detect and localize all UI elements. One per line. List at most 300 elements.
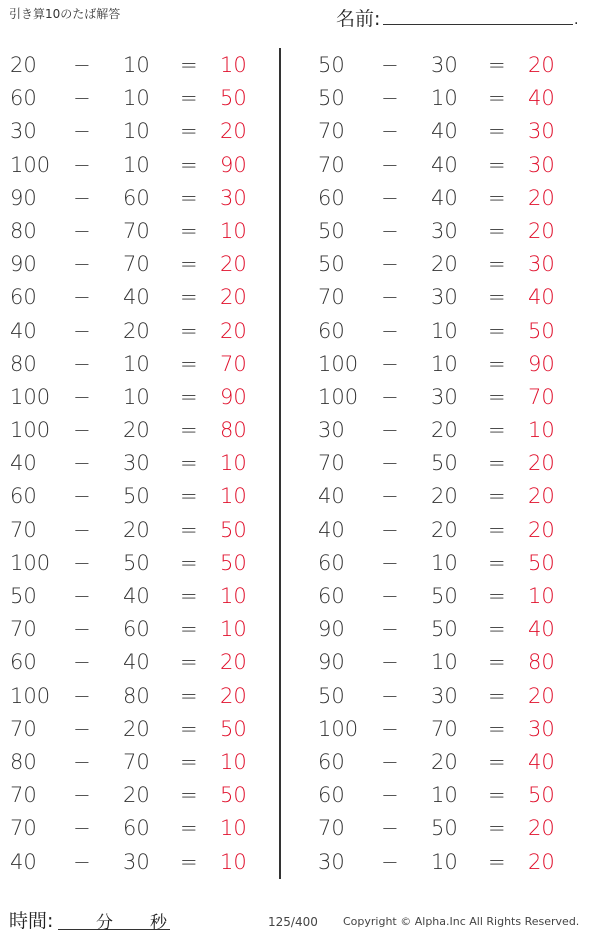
subtrahend: 40 bbox=[431, 185, 458, 210]
minuend: 50 bbox=[318, 683, 345, 708]
subtrahend: 10 bbox=[123, 86, 150, 111]
equals-sign: = bbox=[488, 418, 506, 443]
minuend: 100 bbox=[10, 418, 51, 443]
minus-sign: − bbox=[73, 119, 91, 144]
answer: 20 bbox=[220, 285, 247, 310]
problem-row bbox=[8, 447, 278, 480]
minuend: 50 bbox=[10, 584, 37, 608]
answer: 40 bbox=[528, 86, 555, 111]
left-problem-column bbox=[8, 49, 278, 879]
problem-row bbox=[316, 746, 586, 779]
minuend: 100 bbox=[10, 152, 51, 177]
equals-sign: = bbox=[180, 849, 198, 874]
minuend: 40 bbox=[318, 484, 345, 509]
minuend: 100 bbox=[10, 384, 51, 409]
subtrahend: 70 bbox=[431, 716, 458, 741]
problem-row bbox=[316, 248, 586, 281]
answer: 20 bbox=[220, 119, 247, 144]
problem-row bbox=[316, 281, 586, 314]
minuend: 60 bbox=[318, 185, 345, 210]
problem-row bbox=[316, 812, 586, 845]
equals-sign: = bbox=[488, 683, 506, 708]
answer: 20 bbox=[528, 53, 555, 77]
subtrahend: 30 bbox=[123, 849, 150, 874]
equals-sign: = bbox=[180, 749, 198, 774]
minus-sign: − bbox=[381, 517, 399, 542]
subtrahend: 10 bbox=[123, 53, 150, 77]
minus-sign: − bbox=[73, 218, 91, 243]
subtrahend: 20 bbox=[431, 418, 458, 443]
subtrahend: 20 bbox=[123, 783, 150, 808]
answer: 20 bbox=[528, 451, 555, 476]
minuend: 60 bbox=[318, 749, 345, 774]
subtrahend: 20 bbox=[431, 517, 458, 542]
minuend: 70 bbox=[318, 451, 345, 476]
equals-sign: = bbox=[488, 451, 506, 476]
equals-sign: = bbox=[488, 716, 506, 741]
minus-sign: − bbox=[73, 384, 91, 409]
problem-row bbox=[8, 613, 278, 646]
minus-sign: − bbox=[381, 318, 399, 343]
problem-row bbox=[8, 812, 278, 845]
subtrahend: 20 bbox=[123, 318, 150, 343]
subtrahend: 10 bbox=[123, 384, 150, 409]
minus-sign: − bbox=[381, 351, 399, 376]
equals-sign: = bbox=[488, 484, 506, 509]
minus-sign: − bbox=[73, 185, 91, 210]
minus-sign: − bbox=[381, 451, 399, 476]
equals-sign: = bbox=[488, 351, 506, 376]
right-problem-column bbox=[316, 49, 586, 879]
minus-sign: − bbox=[73, 617, 91, 642]
answer: 10 bbox=[220, 451, 247, 476]
minuend: 60 bbox=[10, 285, 37, 310]
problem-row bbox=[316, 414, 586, 447]
subtrahend: 20 bbox=[431, 484, 458, 509]
minus-sign: − bbox=[381, 152, 399, 177]
minuend: 30 bbox=[318, 418, 345, 443]
minuend: 40 bbox=[318, 517, 345, 542]
problem-row bbox=[8, 348, 278, 381]
subtrahend: 10 bbox=[431, 550, 458, 575]
answer: 30 bbox=[528, 716, 555, 741]
problem-row bbox=[8, 49, 278, 82]
minuend: 50 bbox=[318, 86, 345, 111]
answer: 70 bbox=[220, 351, 247, 376]
minuend: 70 bbox=[318, 152, 345, 177]
minus-sign: − bbox=[73, 683, 91, 708]
minuend: 40 bbox=[10, 849, 37, 874]
problem-row bbox=[8, 713, 278, 746]
minuend: 100 bbox=[318, 351, 359, 376]
problem-row bbox=[316, 580, 586, 613]
problem-row bbox=[8, 281, 278, 314]
answer: 50 bbox=[528, 318, 555, 343]
answer: 40 bbox=[528, 617, 555, 642]
answer: 50 bbox=[220, 783, 247, 808]
subtrahend: 60 bbox=[123, 617, 150, 642]
minuend: 40 bbox=[10, 318, 37, 343]
minuend: 100 bbox=[10, 683, 51, 708]
minuend: 30 bbox=[10, 119, 37, 144]
time-label: 時間: bbox=[9, 910, 54, 932]
answer: 10 bbox=[220, 584, 247, 608]
subtrahend: 10 bbox=[431, 86, 458, 111]
answer: 10 bbox=[220, 617, 247, 642]
minuend: 40 bbox=[10, 451, 37, 476]
subtrahend: 30 bbox=[431, 218, 458, 243]
subtrahend: 80 bbox=[123, 683, 150, 708]
problem-row bbox=[8, 115, 278, 148]
minuend: 60 bbox=[10, 86, 37, 111]
problem-row bbox=[8, 547, 278, 580]
minuend: 80 bbox=[10, 749, 37, 774]
minuend: 100 bbox=[10, 550, 51, 575]
problem-row bbox=[8, 846, 278, 879]
minus-sign: − bbox=[73, 584, 91, 608]
problem-row bbox=[316, 215, 586, 248]
subtrahend: 50 bbox=[431, 617, 458, 642]
minuend: 60 bbox=[10, 650, 37, 675]
problem-row bbox=[316, 514, 586, 547]
problem-row bbox=[316, 447, 586, 480]
minuend: 50 bbox=[318, 252, 345, 277]
problem-row bbox=[8, 248, 278, 281]
problem-row bbox=[8, 182, 278, 215]
subtrahend: 30 bbox=[123, 451, 150, 476]
minuend: 50 bbox=[318, 53, 345, 77]
answer: 20 bbox=[528, 185, 555, 210]
minus-sign: − bbox=[381, 550, 399, 575]
answer: 50 bbox=[220, 716, 247, 741]
subtrahend: 40 bbox=[431, 119, 458, 144]
equals-sign: = bbox=[488, 517, 506, 542]
answer: 50 bbox=[528, 783, 555, 808]
problem-row bbox=[316, 149, 586, 182]
minus-sign: − bbox=[381, 285, 399, 310]
subtrahend: 40 bbox=[123, 285, 150, 310]
answer: 80 bbox=[528, 650, 555, 675]
equals-sign: = bbox=[180, 451, 198, 476]
answer: 90 bbox=[220, 384, 247, 409]
equals-sign: = bbox=[180, 783, 198, 808]
equals-sign: = bbox=[180, 816, 198, 841]
answer: 10 bbox=[220, 849, 247, 874]
minus-sign: − bbox=[381, 849, 399, 874]
minus-sign: − bbox=[381, 119, 399, 144]
subtrahend: 40 bbox=[123, 650, 150, 675]
subtrahend: 30 bbox=[431, 53, 458, 77]
minus-sign: − bbox=[73, 849, 91, 874]
problem-row bbox=[8, 580, 278, 613]
problem-row bbox=[8, 215, 278, 248]
equals-sign: = bbox=[488, 119, 506, 144]
problem-row bbox=[8, 646, 278, 679]
equals-sign: = bbox=[488, 749, 506, 774]
minus-sign: − bbox=[73, 418, 91, 443]
equals-sign: = bbox=[180, 53, 198, 77]
subtrahend: 60 bbox=[123, 816, 150, 841]
subtrahend: 10 bbox=[123, 119, 150, 144]
answer: 20 bbox=[528, 849, 555, 874]
name-label: 名前: bbox=[336, 8, 381, 30]
problem-row bbox=[316, 115, 586, 148]
minuend: 80 bbox=[10, 351, 37, 376]
problem-row bbox=[316, 846, 586, 879]
answer: 10 bbox=[528, 418, 555, 443]
minus-sign: − bbox=[381, 86, 399, 111]
minus-sign: − bbox=[73, 484, 91, 509]
minus-sign: − bbox=[381, 617, 399, 642]
minus-sign: − bbox=[381, 218, 399, 243]
equals-sign: = bbox=[180, 550, 198, 575]
answer: 20 bbox=[220, 318, 247, 343]
minuend: 30 bbox=[318, 849, 345, 874]
equals-sign: = bbox=[488, 816, 506, 841]
copyright-text: Copyright © Alpha.Inc All Rights Reserved. bbox=[343, 915, 580, 928]
problem-row bbox=[8, 779, 278, 812]
answer: 50 bbox=[220, 517, 247, 542]
answer: 10 bbox=[220, 816, 247, 841]
subtrahend: 30 bbox=[431, 683, 458, 708]
problem-row bbox=[316, 182, 586, 215]
subtrahend: 10 bbox=[123, 351, 150, 376]
equals-sign: = bbox=[488, 584, 506, 608]
subtrahend: 20 bbox=[123, 716, 150, 741]
minuend: 70 bbox=[10, 517, 37, 542]
answer: 50 bbox=[528, 550, 555, 575]
minus-sign: − bbox=[381, 816, 399, 841]
minuend: 60 bbox=[318, 318, 345, 343]
problem-row bbox=[8, 480, 278, 513]
equals-sign: = bbox=[488, 252, 506, 277]
minuend: 60 bbox=[318, 550, 345, 575]
minuend: 60 bbox=[10, 484, 37, 509]
minus-sign: − bbox=[381, 683, 399, 708]
problem-row bbox=[316, 646, 586, 679]
minuend: 90 bbox=[10, 252, 37, 277]
minus-sign: − bbox=[381, 53, 399, 77]
equals-sign: = bbox=[180, 418, 198, 443]
minus-sign: − bbox=[381, 716, 399, 741]
answer: 20 bbox=[528, 683, 555, 708]
minus-sign: − bbox=[73, 550, 91, 575]
minuend: 70 bbox=[10, 783, 37, 808]
problem-row bbox=[316, 381, 586, 414]
subtrahend: 50 bbox=[431, 816, 458, 841]
subtrahend: 10 bbox=[431, 783, 458, 808]
subtrahend: 40 bbox=[123, 584, 150, 608]
subtrahend: 50 bbox=[431, 451, 458, 476]
equals-sign: = bbox=[180, 285, 198, 310]
minuend: 50 bbox=[318, 218, 345, 243]
seconds-label: 秒 bbox=[150, 913, 167, 933]
minutes-label: 分 bbox=[96, 913, 113, 933]
answer: 20 bbox=[220, 252, 247, 277]
equals-sign: = bbox=[180, 683, 198, 708]
minuend: 100 bbox=[318, 716, 359, 741]
minus-sign: − bbox=[73, 285, 91, 310]
equals-sign: = bbox=[180, 318, 198, 343]
answer: 30 bbox=[528, 252, 555, 277]
equals-sign: = bbox=[488, 849, 506, 874]
equals-sign: = bbox=[488, 650, 506, 675]
minus-sign: − bbox=[381, 252, 399, 277]
equals-sign: = bbox=[488, 318, 506, 343]
problem-row bbox=[8, 680, 278, 713]
problem-row bbox=[8, 315, 278, 348]
subtrahend: 70 bbox=[123, 749, 150, 774]
subtrahend: 60 bbox=[123, 185, 150, 210]
problem-row bbox=[316, 713, 586, 746]
subtrahend: 50 bbox=[123, 550, 150, 575]
minus-sign: − bbox=[73, 53, 91, 77]
problem-row bbox=[316, 779, 586, 812]
equals-sign: = bbox=[180, 252, 198, 277]
subtrahend: 40 bbox=[431, 152, 458, 177]
minus-sign: − bbox=[73, 451, 91, 476]
subtrahend: 20 bbox=[123, 418, 150, 443]
equals-sign: = bbox=[488, 617, 506, 642]
equals-sign: = bbox=[180, 716, 198, 741]
minuend: 70 bbox=[318, 285, 345, 310]
equals-sign: = bbox=[488, 53, 506, 77]
answer: 50 bbox=[220, 550, 247, 575]
equals-sign: = bbox=[180, 650, 198, 675]
subtrahend: 20 bbox=[431, 252, 458, 277]
minus-sign: − bbox=[381, 584, 399, 608]
minuend: 60 bbox=[318, 584, 345, 608]
minus-sign: − bbox=[73, 318, 91, 343]
minuend: 100 bbox=[318, 384, 359, 409]
equals-sign: = bbox=[488, 550, 506, 575]
answer: 10 bbox=[220, 749, 247, 774]
equals-sign: = bbox=[488, 384, 506, 409]
worksheet-title: 引き算10のたば解答 bbox=[9, 7, 121, 21]
minuend: 70 bbox=[10, 816, 37, 841]
problem-row bbox=[316, 547, 586, 580]
minuend: 90 bbox=[318, 617, 345, 642]
minus-sign: − bbox=[381, 185, 399, 210]
problem-row bbox=[316, 49, 586, 82]
minus-sign: − bbox=[73, 816, 91, 841]
equals-sign: = bbox=[180, 484, 198, 509]
problem-row bbox=[8, 746, 278, 779]
problem-row bbox=[316, 613, 586, 646]
minus-sign: − bbox=[381, 484, 399, 509]
minus-sign: − bbox=[73, 783, 91, 808]
answer: 20 bbox=[528, 816, 555, 841]
subtrahend: 10 bbox=[431, 351, 458, 376]
minus-sign: − bbox=[73, 252, 91, 277]
equals-sign: = bbox=[488, 783, 506, 808]
minus-sign: − bbox=[73, 716, 91, 741]
subtrahend: 10 bbox=[431, 650, 458, 675]
equals-sign: = bbox=[180, 384, 198, 409]
answer: 10 bbox=[220, 218, 247, 243]
name-underline[interactable] bbox=[383, 24, 573, 25]
minuend: 90 bbox=[10, 185, 37, 210]
subtrahend: 50 bbox=[431, 584, 458, 608]
answer: 30 bbox=[528, 119, 555, 144]
problem-row bbox=[8, 381, 278, 414]
answer: 20 bbox=[528, 484, 555, 509]
minuend: 90 bbox=[318, 650, 345, 675]
equals-sign: = bbox=[488, 185, 506, 210]
minus-sign: − bbox=[73, 152, 91, 177]
answer: 10 bbox=[220, 53, 247, 77]
minuend: 20 bbox=[10, 53, 37, 77]
subtrahend: 70 bbox=[123, 252, 150, 277]
subtrahend: 20 bbox=[123, 517, 150, 542]
subtrahend: 10 bbox=[431, 849, 458, 874]
answer: 10 bbox=[220, 484, 247, 509]
equals-sign: = bbox=[488, 152, 506, 177]
equals-sign: = bbox=[488, 285, 506, 310]
equals-sign: = bbox=[180, 617, 198, 642]
answer: 90 bbox=[220, 152, 247, 177]
equals-sign: = bbox=[180, 152, 198, 177]
minus-sign: − bbox=[73, 517, 91, 542]
answer: 30 bbox=[220, 185, 247, 210]
equals-sign: = bbox=[180, 218, 198, 243]
problem-row bbox=[316, 680, 586, 713]
answer: 70 bbox=[528, 384, 555, 409]
equals-sign: = bbox=[488, 86, 506, 111]
equals-sign: = bbox=[180, 584, 198, 608]
answer: 40 bbox=[528, 749, 555, 774]
problem-row bbox=[316, 82, 586, 115]
problem-row bbox=[8, 514, 278, 547]
minuend: 70 bbox=[318, 816, 345, 841]
equals-sign: = bbox=[488, 218, 506, 243]
equals-sign: = bbox=[180, 517, 198, 542]
answer: 40 bbox=[528, 285, 555, 310]
answer: 20 bbox=[220, 650, 247, 675]
answer: 10 bbox=[528, 584, 555, 608]
subtrahend: 30 bbox=[431, 384, 458, 409]
equals-sign: = bbox=[180, 185, 198, 210]
problem-row bbox=[316, 480, 586, 513]
problem-row bbox=[8, 414, 278, 447]
subtrahend: 30 bbox=[431, 285, 458, 310]
minus-sign: − bbox=[381, 418, 399, 443]
minus-sign: − bbox=[381, 384, 399, 409]
minuend: 70 bbox=[10, 716, 37, 741]
subtrahend: 70 bbox=[123, 218, 150, 243]
column-divider bbox=[279, 48, 281, 879]
answer: 20 bbox=[528, 218, 555, 243]
equals-sign: = bbox=[180, 86, 198, 111]
minus-sign: − bbox=[381, 650, 399, 675]
minus-sign: − bbox=[73, 650, 91, 675]
minus-sign: − bbox=[73, 351, 91, 376]
answer: 90 bbox=[528, 351, 555, 376]
subtrahend: 50 bbox=[123, 484, 150, 509]
minus-sign: − bbox=[73, 86, 91, 111]
equals-sign: = bbox=[180, 119, 198, 144]
problem-row bbox=[316, 348, 586, 381]
minuend: 70 bbox=[10, 617, 37, 642]
answer: 20 bbox=[220, 683, 247, 708]
problem-row bbox=[8, 149, 278, 182]
name-end-dot: . bbox=[574, 12, 579, 28]
equals-sign: = bbox=[180, 351, 198, 376]
answer: 50 bbox=[220, 86, 247, 111]
page-number: 125/400 bbox=[268, 915, 318, 929]
subtrahend: 10 bbox=[123, 152, 150, 177]
minus-sign: − bbox=[381, 749, 399, 774]
